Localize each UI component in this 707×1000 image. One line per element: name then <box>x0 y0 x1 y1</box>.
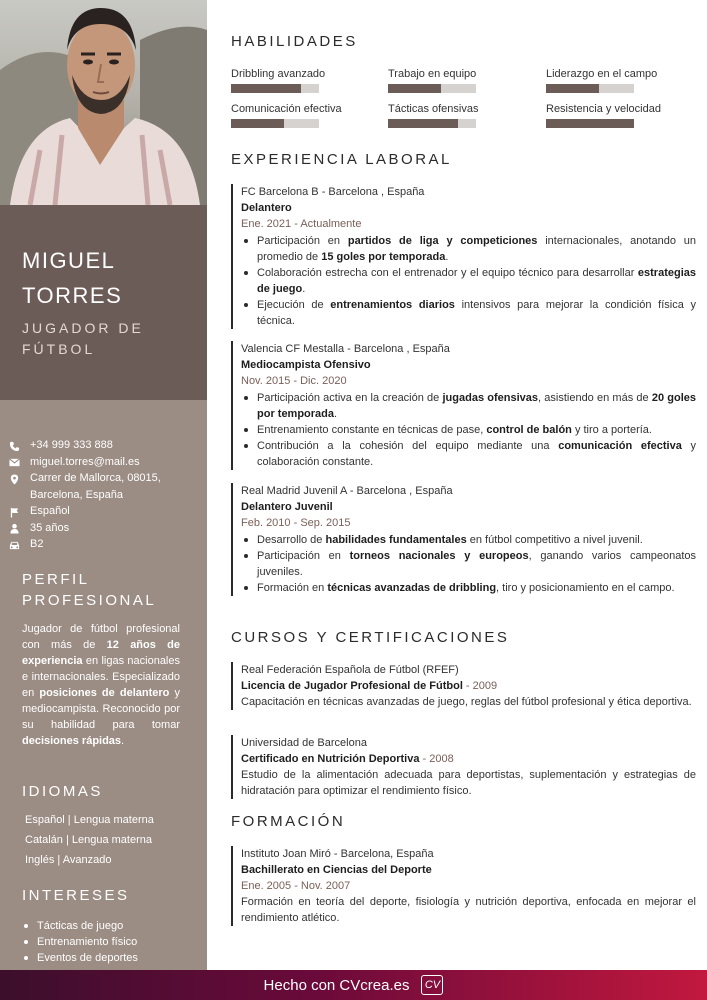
skill-bar <box>231 119 319 128</box>
interest-item: Entrenamiento físico <box>22 934 138 950</box>
bullet-text: . <box>302 283 306 295</box>
education-desc: Formación en teoría del deporte, fisiología y nutrición deportiva, enfocada en mejorar el rendimiento atlético. <box>241 896 696 924</box>
profile-highlight-decisions: decisiones rápidas <box>22 735 122 747</box>
skill-bar <box>546 84 634 93</box>
course-year: - 2009 <box>462 680 498 692</box>
mail-icon <box>9 454 30 470</box>
job-bullets <box>241 390 696 470</box>
bullet-item <box>241 438 696 470</box>
name-box <box>0 205 207 400</box>
profile-highlight-experience: 12 años de experiencia <box>22 639 181 667</box>
bullet-text: Entrenamiento constante en técnicas de pase, <box>257 424 487 436</box>
job-role: JUGADOR DE FÚTBOL <box>22 320 144 357</box>
skill-bar <box>388 84 476 93</box>
skill-bar-fill <box>231 84 301 93</box>
skill-label: Tácticas ofensivas <box>388 103 479 115</box>
bullet-text: y colaboración constante. <box>257 440 696 468</box>
bullet-item <box>241 548 696 580</box>
bullet-text: , asistiendo en más de <box>538 392 652 404</box>
skill-label: Trabajo en equipo <box>388 68 477 80</box>
bullet-text: , ganando varios campeonatos juveniles. <box>257 550 697 578</box>
bullet-item <box>241 265 696 297</box>
bullet-text: , tiro y posicionamiento en el campo. <box>496 582 675 594</box>
education-org: Instituto Joan Miró - Barcelona, España <box>241 848 434 860</box>
car-icon <box>9 536 30 552</box>
education-entry <box>231 846 696 926</box>
bullet-item <box>241 390 696 422</box>
contact-license <box>9 536 199 553</box>
experience-heading: EXPERIENCIA LABORAL <box>231 151 452 168</box>
user-icon <box>9 520 30 536</box>
interests-list <box>22 918 138 966</box>
profile-heading: PERFIL PROFESIONAL <box>22 571 157 609</box>
first-name: MIGUEL <box>22 248 116 273</box>
skill-item <box>231 67 381 93</box>
job-org: FC Barcelona B - Barcelona , España <box>241 186 425 198</box>
interest-item: Tácticas de juego <box>22 918 138 934</box>
contact-nationality <box>9 503 199 520</box>
skill-bar-fill <box>231 119 284 128</box>
language-item: Catalán | Lengua materna <box>25 834 152 846</box>
job-title: Delantero Juvenil <box>241 501 333 513</box>
contact-address-text: Carrer de Mallorca, 08015, Barcelona, España <box>30 472 161 501</box>
bullet-highlight: 20 goles por temporada <box>257 392 696 420</box>
job-entry <box>231 341 696 470</box>
skill-bar-fill <box>388 84 441 93</box>
profile-text-3: y mediocampista. Reconocido por su habilidad para tomar <box>22 687 181 731</box>
bullet-text: Contribución a la cohesión del equipo mediante una <box>257 440 559 452</box>
bullet-item <box>241 422 696 438</box>
footer-banner[interactable] <box>0 970 707 1000</box>
bullet-highlight: control de balón <box>486 424 572 436</box>
skill-label: Resistencia y velocidad <box>546 103 661 115</box>
bullet-item <box>241 233 696 265</box>
profile-text-4: . <box>121 735 125 747</box>
phone-icon <box>9 437 30 453</box>
location-icon <box>9 470 30 486</box>
skills-heading: HABILIDADES <box>231 33 358 50</box>
portrait-illustration <box>0 0 207 205</box>
contact-nationality-text: Español <box>30 505 70 517</box>
profile-highlight-positions: posiciones de delantero <box>39 687 170 699</box>
job-entry <box>231 483 696 596</box>
skill-label: Dribbling avanzado <box>231 68 326 80</box>
skill-bar-fill <box>546 84 599 93</box>
job-entry <box>231 184 696 329</box>
contact-list <box>9 437 199 553</box>
courses-heading: CURSOS Y CERTIFICACIONES <box>231 629 510 646</box>
contact-license-text: B2 <box>30 538 44 550</box>
contact-email <box>9 454 199 471</box>
bullet-item <box>241 297 696 329</box>
skill-item <box>388 102 538 128</box>
skill-item <box>546 67 696 93</box>
skill-bar-fill <box>388 119 458 128</box>
skill-label: Comunicación efectiva <box>231 103 342 115</box>
contact-email-text: miguel.torres@mail.es <box>30 455 140 468</box>
interests-heading: INTERESES <box>22 887 130 904</box>
last-name: TORRES <box>22 283 123 308</box>
profile-summary <box>22 621 180 749</box>
bullet-highlight: estrategias de juego <box>257 267 696 295</box>
bullet-highlight: técnicas avanzadas de dribbling <box>327 582 497 594</box>
course-desc: Estudio de la alimentación adecuada para deportistas, suplementación y estrategias de hidratación para optimizar el rendimiento físico. <box>241 769 696 797</box>
job-bullets <box>241 532 696 596</box>
interest-item: Eventos de deportes <box>22 950 138 966</box>
bullet-highlight: partidos de liga y competiciones <box>347 235 538 247</box>
bullet-text: Participación activa en la creación de <box>257 392 443 404</box>
contact-age-text: 35 años <box>30 521 70 534</box>
bullet-highlight: habilidades fundamentales <box>325 534 467 546</box>
profile-photo <box>0 0 207 205</box>
bullet-item <box>241 580 696 596</box>
course-year: - 2008 <box>419 753 454 765</box>
course-title <box>241 678 696 694</box>
footer-text[interactable]: Hecho con CVcrea.es <box>263 976 410 994</box>
job-date: Ene. 2021 - Actualmente <box>241 218 362 230</box>
education-heading: FORMACIÓN <box>231 813 346 830</box>
bullet-text: y tiro a portería. <box>571 424 652 436</box>
education-title: Bachillerato en Ciencias del Deporte <box>241 864 432 876</box>
profile-text-2: en ligas nacionales e internacionales. Especializado en <box>22 655 180 699</box>
course-title <box>241 751 696 767</box>
job-org: Real Madrid Juvenil A - Barcelona , España <box>241 485 453 497</box>
flag-icon <box>9 503 30 519</box>
skill-item <box>231 102 381 128</box>
bullet-highlight: entrenamientos diarios <box>330 299 455 311</box>
job-title: Delantero <box>241 202 292 214</box>
bullet-text: Formación en <box>257 582 328 594</box>
education-date: Ene. 2005 - Nov. 2007 <box>241 880 351 892</box>
skill-bar-fill <box>546 119 634 128</box>
skill-label: Liderazgo en el campo <box>546 68 658 80</box>
course-entry <box>231 735 696 799</box>
bullet-text: . <box>334 408 338 420</box>
bullet-highlight: jugadas ofensivas <box>442 392 539 404</box>
bullet-text: Participación en <box>257 550 350 562</box>
cvcrea-logo-icon: CV <box>421 975 443 995</box>
languages-heading: IDIOMAS <box>22 783 103 800</box>
skill-bar <box>546 119 634 128</box>
bullet-text: . <box>445 251 449 263</box>
bullet-item <box>241 532 696 548</box>
profile-text-1: Jugador de fútbol profesional con más de <box>22 623 180 651</box>
skill-item <box>388 67 538 93</box>
sidebar <box>0 0 207 970</box>
course-entry <box>231 662 696 710</box>
job-org: Valencia CF Mestalla - Barcelona , España <box>241 343 450 355</box>
bullet-highlight: comunicación efectiva <box>558 440 682 452</box>
contact-age <box>9 520 199 537</box>
contact-address <box>9 470 199 503</box>
skill-bar <box>388 119 476 128</box>
job-date: Feb. 2010 - Sep. 2015 <box>241 517 351 529</box>
skill-bar <box>231 84 319 93</box>
skill-item <box>546 102 696 128</box>
course-title-text: Certificado en Nutrición Deportiva <box>241 753 420 765</box>
course-org: Real Federación Española de Fútbol (RFEF) <box>241 664 459 676</box>
bullet-text: Ejecución de <box>257 299 331 311</box>
job-title: Mediocampista Ofensivo <box>241 359 371 371</box>
language-item: Inglés | Avanzado <box>25 854 112 866</box>
course-desc: Capacitación en técnicas avanzadas de juego, reglas del fútbol profesional y ética deportiva. <box>241 696 692 708</box>
job-bullets <box>241 233 696 329</box>
contact-phone-text: +34 999 333 888 <box>30 439 113 451</box>
bullet-text: Colaboración estrecha con el entrenador y el equipo técnico para desarrollar <box>257 267 638 279</box>
course-org: Universidad de Barcelona <box>241 737 367 749</box>
bullet-highlight: torneos nacionales y europeos <box>349 550 529 562</box>
bullet-text: intensivos para mejorar la condición física y técnica. <box>257 299 696 327</box>
job-date: Nov. 2015 - Dic. 2020 <box>241 375 347 387</box>
bullet-text: internacionales, anotando un promedio de <box>257 235 696 263</box>
contact-phone <box>9 437 199 454</box>
bullet-text: en fútbol competitivo a nivel juvenil. <box>466 534 643 546</box>
course-title-text: Licencia de Jugador Profesional de Fútbol <box>241 680 463 692</box>
language-item: Español | Lengua materna <box>25 814 154 826</box>
bullet-highlight: 15 goles por temporada <box>321 251 446 263</box>
bullet-text: Desarrollo de <box>257 534 326 546</box>
bullet-text: Participación en <box>257 235 348 247</box>
